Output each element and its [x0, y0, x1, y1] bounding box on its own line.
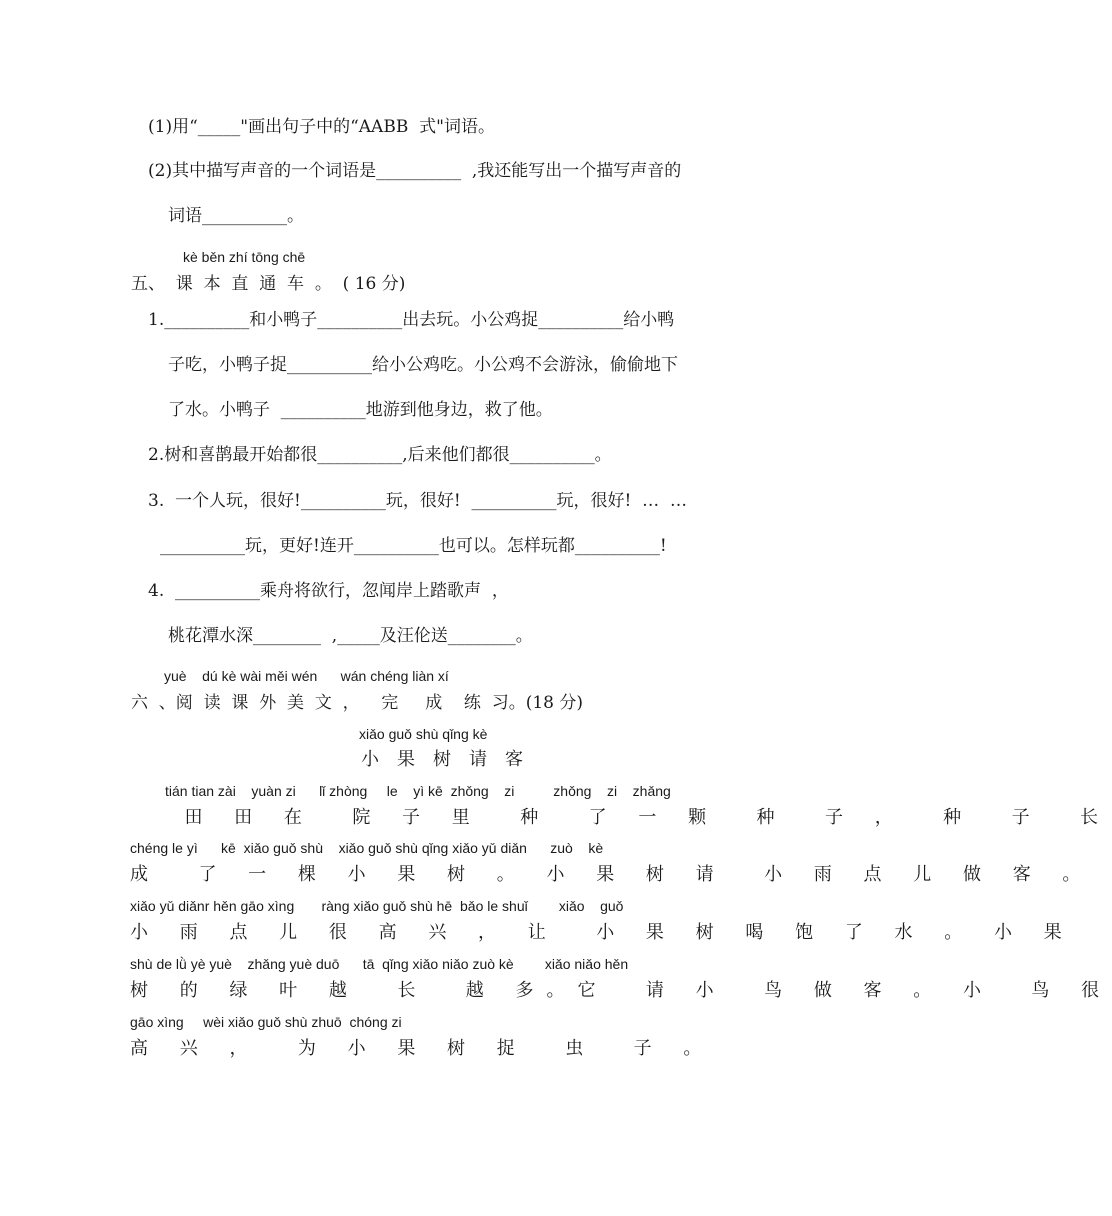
- passage-title: 小果树请客: [361, 749, 541, 770]
- question-5-3-line-2: __________玩，更好!连开__________也可以。怎样玩都__________!: [160, 536, 667, 556]
- passage-row-2-pinyin: chéng le yì kē xiǎo guǒ shù xiǎo guǒ shù qǐng xiǎo yǔ diǎn zuò kè: [130, 840, 604, 856]
- section-5-pinyin: kè běn zhí tōng chē: [183, 249, 306, 265]
- question-5-4-line-1: 4. __________乘舟将欲行，忽闻岸上踏歌声 ，: [148, 581, 509, 601]
- question-4-2: (2)其中描写声音的一个词语是__________ ,我还能写出一个描写声音的: [148, 161, 682, 181]
- passage-row-5-text: 高 兴 ， 为 小 果 树 捉 虫 子 。: [130, 1038, 715, 1059]
- passage-row-5-pinyin: gāo xìng wèi xiǎo guǒ shù zhuō chóng zi: [130, 1014, 402, 1030]
- question-5-1-line-2: 子吃，小鸭子捉__________给小公鸡吃。小公鸡不会游泳，偷偷地下: [168, 355, 678, 375]
- question-5-4-line-2: 桃花潭水深________ ,_____及汪伦送________。: [168, 626, 533, 646]
- passage-title-pinyin: xiǎo guǒ shù qǐng kè: [359, 726, 488, 742]
- passage-row-3-pinyin: xiǎo yǔ diǎnr hěn gāo xìng ràng xiǎo guǒ shù hē bǎo le shuǐ xiǎo guǒ: [130, 898, 624, 914]
- section-6-pinyin: yuè dú kè wài měi wén wán chéng liàn xí: [164, 668, 449, 684]
- passage-row-2-text: 成 了 一 棵 小 果 树 。 小 果 树 请 小 雨 点 儿 做 客 。: [130, 864, 1094, 885]
- question-5-1-line-3: 了水。小鸭子 __________地游到他身边，救了他。: [168, 400, 553, 420]
- passage-row-3-text: 小 雨 点 儿 很 高 兴 ， 让 小 果 树 喝 饱 了 水 。 小 果: [130, 922, 1075, 943]
- question-5-3-line-1: 3. 一个人玩，很好!__________玩，很好! __________玩，很好! … …: [148, 491, 687, 511]
- passage-row-1-text: 田 田 在 院 子 里 种 了 一 颗 种 子 ， 种 子 长: [147, 807, 1112, 828]
- passage-row-1-pinyin: tián tian zài yuàn zi lǐ zhòng le yì kē zhǒng zi zhǒng zi zhǎng: [165, 783, 671, 799]
- question-5-1-line-1: 1.__________和小鸭子__________出去玩。小公鸡捉__________给小鸭: [148, 310, 675, 330]
- question-4-2-continued: 词语__________。: [168, 206, 304, 226]
- question-4-1: (1)用“_____"画出句子中的“AABB 式"词语。: [148, 117, 495, 137]
- question-5-2: 2.树和喜鹊最开始都很__________,后来他们都很__________。: [148, 445, 612, 465]
- passage-row-4-pinyin: shù de lǜ yè yuè zhǎng yuè duō tā qǐng xiǎo niǎo zuò kè xiǎo niǎo hěn: [130, 956, 629, 972]
- section-5-heading: 五、 课 本 直 通 车 。 ( 16 分): [131, 274, 406, 294]
- passage-row-4-text: 树 的 绿 叶 越 长 越 多。它 请 小 鸟 做 客 。 小 鸟 很: [130, 980, 1112, 1001]
- section-6-heading: 六 、阅 读 课 外 美 文 ， 完 成 练 习。(18 分): [131, 693, 584, 713]
